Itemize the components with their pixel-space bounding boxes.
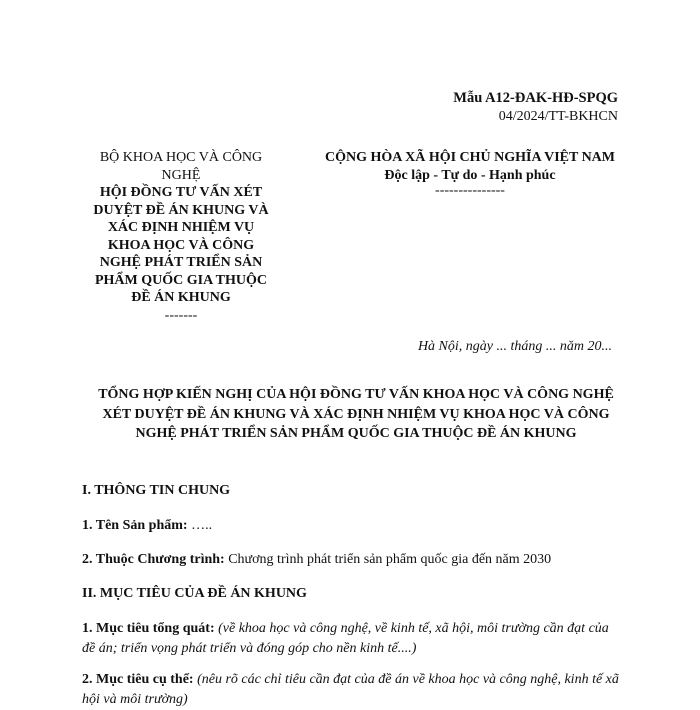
document-title: TỔNG HỢP KIẾN NGHỊ CỦA HỘI ĐỒNG TƯ VẤN KHOA HỌC VÀ CÔNG NGHỆ XÉT DUYỆT ĐỀ ÁN KHUNG VÀ XÁC ĐỊNH NHIỆM VỤ KHOA HỌC VÀ CÔNG NGHỆ PHÁT TRIỂN SẢN PHẨM QUỐC GIA THUỘC ĐỀ ÁN KHUNG xyxy=(98,387,614,441)
general-objective-label: 1. Mục tiêu tổng quát: xyxy=(82,621,215,636)
nation-name: CỘNG HÒA XÃ HỘI CHỦ NGHĨA VIỆT NAM xyxy=(324,150,615,165)
right-divider: --------------- xyxy=(435,183,505,198)
national-heading-block xyxy=(280,149,660,200)
place-date: Hà Nội, ngày ... tháng ... năm 20... xyxy=(417,339,612,354)
ministry-name: BỘ KHOA HỌC VÀ CÔNG NGHỆ xyxy=(99,150,263,183)
section-heading-general-info: I. THÔNG TIN CHUNG xyxy=(82,483,231,498)
program-label: 2. Thuộc Chương trình: xyxy=(82,552,225,567)
specific-objective-paragraph xyxy=(82,670,622,710)
product-name-value: ….. xyxy=(187,518,213,533)
program-value: Chương trình phát triển sản phẩm quốc gia đến năm 2030 xyxy=(224,552,552,567)
council-name: HỘI ĐỒNG TƯ VẤN XÉT DUYỆT ĐỀ ÁN KHUNG VÀ XÁC ĐỊNH NHIỆM VỤ KHOA HỌC VÀ CÔNG NGHỆ PHÁT TRIỂN SẢN PHẨM QUỐC GIA THUỘC ĐỀ ÁN KHUNG xyxy=(93,185,269,305)
specific-objective-label: 2. Mục tiêu cụ thể: xyxy=(82,672,194,687)
section-heading-objectives: II. MỤC TIÊU CỦA ĐỀ ÁN KHUNG xyxy=(82,586,307,601)
program-line xyxy=(82,552,551,568)
left-divider: ------- xyxy=(164,307,198,323)
general-objective-paragraph xyxy=(82,619,622,659)
form-reference: 04/2024/TT-BKHCN xyxy=(498,109,618,124)
specific-objective-hint: (nêu rõ các chỉ tiêu cần đạt của đề án về khoa học và công nghệ, kinh tế xã hội và môi trường) xyxy=(82,672,619,707)
product-name-label: 1. Tên Sản phẩm: xyxy=(82,518,188,533)
issuing-body-block xyxy=(88,149,274,324)
national-motto: Độc lập - Tự do - Hạnh phúc xyxy=(384,168,556,183)
form-code: Mẫu A12-ĐAK-HĐ-SPQG xyxy=(453,90,618,106)
product-name-line xyxy=(82,518,212,534)
general-objective-hint: (về khoa học và công nghệ, về kinh tế, xã hội, môi trường cần đạt của đề án; triển vọng phát triển và đóng góp cho nền kinh tế....) xyxy=(82,621,609,656)
